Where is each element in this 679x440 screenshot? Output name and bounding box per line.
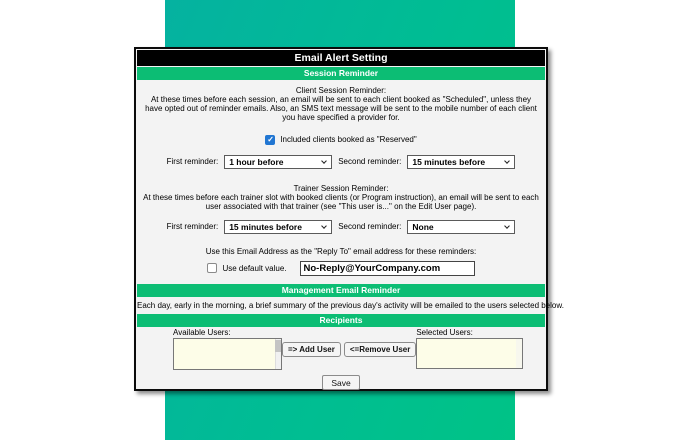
- use-default-label: Use default value.: [222, 263, 287, 273]
- chevron-down-icon: [321, 158, 327, 164]
- available-users-label: Available Users:: [173, 327, 231, 337]
- selected-users-group: [416, 328, 523, 369]
- reply-to-heading: Use this Email Address as the "Reply To" email address for these reminders:: [205, 246, 477, 256]
- remove-user-button[interactable]: <=Remove User: [344, 342, 416, 357]
- scrollbar-track[interactable]: [275, 339, 281, 369]
- client-reminder-selects-row: [137, 155, 545, 169]
- section-header-session-reminder: Session Reminder: [137, 67, 545, 80]
- management-description: Each day, early in the morning, a brief summary of the previous day's activity will be emailed to the users selected below.: [137, 300, 564, 310]
- selected-users-listbox[interactable]: [416, 338, 523, 369]
- client-session-reminder-description: At these times before each session, an email will be sent to each client booked as "Scheduled", unless they have opted out of reminder emails. Also, an SMS text message will be sent to the mobile number of each client you have specified a provider for.: [145, 95, 537, 122]
- client-second-reminder-select[interactable]: 15 minutes before: [407, 155, 515, 169]
- include-reserved-checkbox[interactable]: [265, 135, 275, 145]
- scrollbar-thumb[interactable]: [275, 340, 281, 352]
- reply-to-email-input[interactable]: [300, 261, 475, 276]
- save-row: [137, 373, 545, 391]
- save-button[interactable]: Save: [322, 375, 359, 390]
- use-default-checkbox[interactable]: [207, 263, 217, 273]
- client-second-reminder-label: Second reminder:: [338, 157, 402, 167]
- email-alert-setting-dialog: [134, 47, 564, 391]
- section-header-management-email-reminder: Management Email Reminder: [137, 284, 545, 297]
- chevron-down-icon: [321, 223, 327, 229]
- trainer-first-reminder-label: First reminder:: [166, 222, 219, 232]
- scrollbar-track[interactable]: [516, 339, 522, 368]
- trainer-session-reminder-heading: Trainer Session Reminder:: [293, 183, 389, 193]
- trainer-session-reminder-description: At these times before each trainer slot with booked clients (or Program instruction), an email will be sent to each user associated with that trainer (see "This user is..." on the Edit User page).: [143, 192, 539, 211]
- trainer-second-reminder-select[interactable]: None: [407, 220, 515, 234]
- trainer-second-reminder-label: Second reminder:: [338, 222, 402, 232]
- include-reserved-row: [137, 135, 545, 145]
- section-header-recipients: Recipients: [137, 314, 545, 327]
- include-reserved-label: Included clients booked as "Reserved": [280, 135, 417, 145]
- client-first-reminder-select[interactable]: 1 hour before: [224, 155, 332, 169]
- trainer-reminder-selects-row: [137, 220, 545, 234]
- client-first-reminder-label: First reminder:: [166, 157, 219, 167]
- add-user-button[interactable]: => Add User: [282, 342, 341, 357]
- chevron-down-icon: [505, 158, 511, 164]
- recipient-move-buttons: [282, 342, 416, 357]
- dialog-title: Email Alert Setting: [137, 50, 545, 66]
- chevron-down-icon: [505, 223, 511, 229]
- selected-users-label: Selected Users:: [416, 327, 473, 337]
- available-users-listbox[interactable]: [173, 338, 282, 370]
- recipients-row: [137, 327, 545, 370]
- reply-to-row: [137, 261, 545, 276]
- client-session-reminder-heading: Client Session Reminder:: [295, 86, 387, 95]
- available-users-group: [173, 328, 282, 370]
- trainer-first-reminder-select[interactable]: 15 minutes before: [224, 220, 332, 234]
